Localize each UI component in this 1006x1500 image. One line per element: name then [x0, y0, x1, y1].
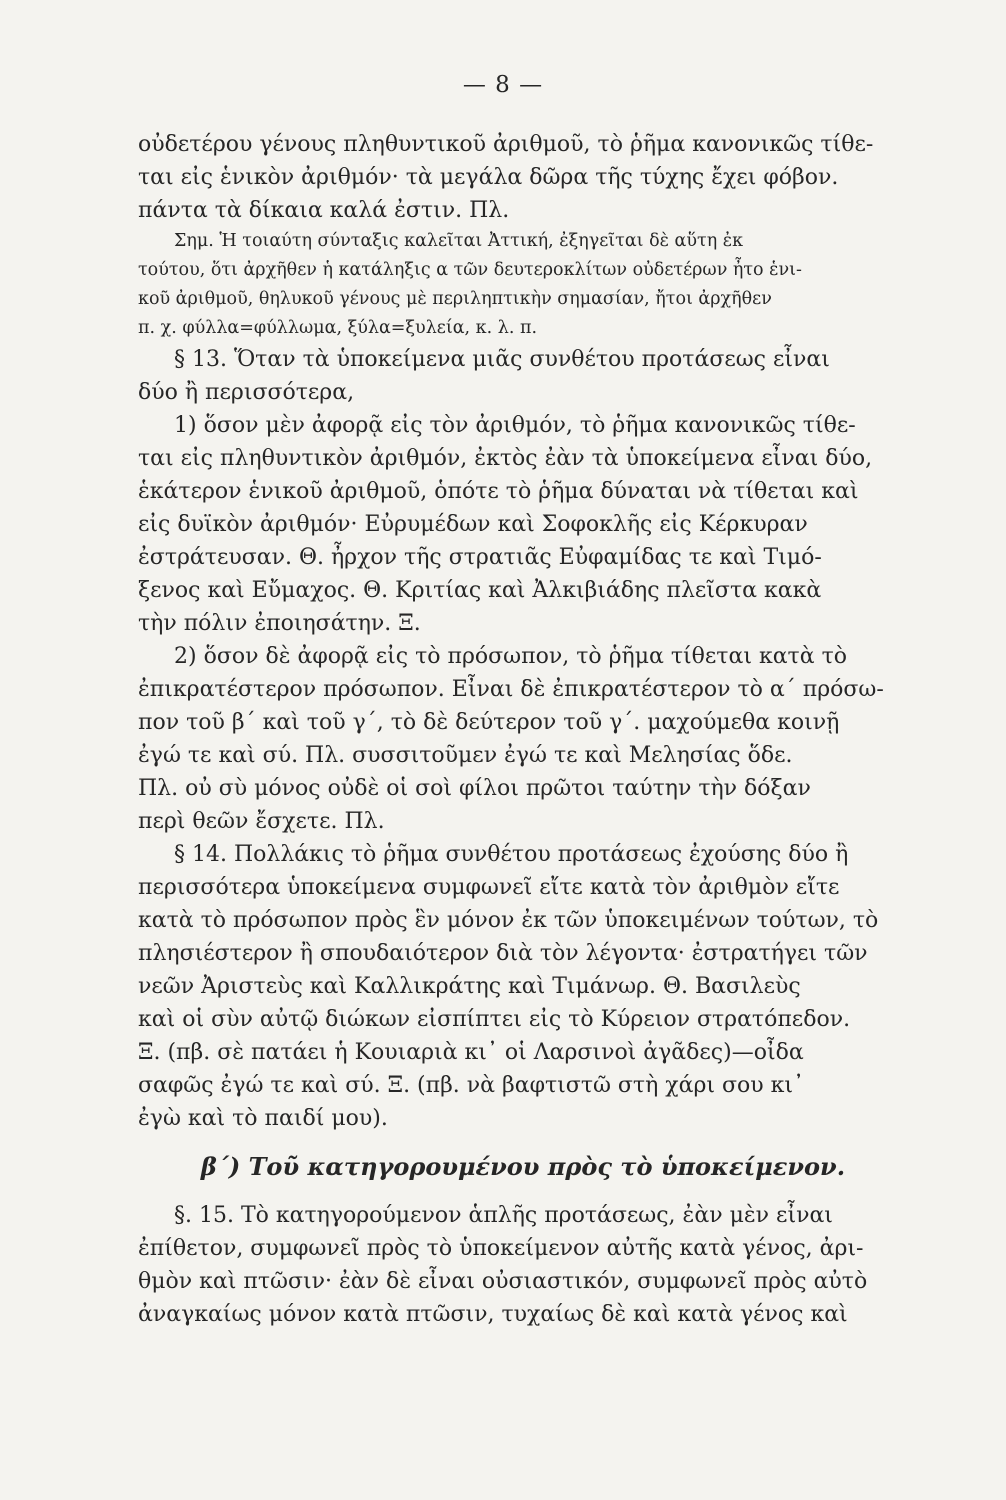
- text-line: ται εἰς ἑνικὸν ἀριθμόν· τὰ μεγάλα δῶρα τῆς τύχης ἔχει φόβον.: [138, 165, 839, 190]
- note-line: Σημ. Ἡ τοιαύτη σύνταξις καλεῖται Ἀττική, ἐξηγεῖται δὲ αὕτη ἐκ: [174, 231, 744, 251]
- section-13-line: πον τοῦ β΄ καὶ τοῦ γ΄, τὸ δὲ δεύτερον τοῦ γ΄. μαχούμεθα κοινῇ: [138, 710, 840, 735]
- section-13-line: εἰς δυϊκὸν ἀριθμόν· Εὐρυμέδων καὶ Σοφοκλῆς εἰς Κέρκυραν: [138, 512, 808, 537]
- section-15-line: ἐπίθετον, συμφωνεῖ πρὸς τὸ ὑποκείμενον αὐτῆς κατὰ γένος, ἀρι-: [138, 1236, 864, 1261]
- section-13-line: 2) ὅσον δὲ ἀφορᾷ εἰς τὸ πρόσωπον, τὸ ῥῆμα τίθεται κατὰ τὸ: [174, 644, 847, 669]
- section-15-line: θμὸν καὶ πτῶσιν· ἐὰν δὲ εἶναι οὐσιαστικόν, συμφωνεῖ πρὸς αὐτὸ: [138, 1269, 868, 1294]
- body-text: [138, 128, 908, 1331]
- section-14-line: Ξ. (πβ. σὲ πατάει ἡ Κουιαριὰ κι᾿ οἱ Λαρσινοὶ ἀγᾶδες)—οἶδα: [138, 1040, 804, 1065]
- section-14-line: σαφῶς ἐγώ τε καὶ σύ. Ξ. (πβ. νὰ βαφτιστῶ στὴ χάρι σου κι᾿: [138, 1073, 805, 1098]
- section-15-line: §. 15. Τὸ κατηγορούμενον ἁπλῆς προτάσεως, ἐὰν μὲν εἶναι: [174, 1203, 833, 1228]
- note-line: τούτου, ὅτι ἀρχῆθεν ἡ κατάληξις α τῶν δευτεροκλίτων οὐδετέρων ἦτο ἑνι-: [138, 260, 802, 280]
- section-14-line: ἐγὼ καὶ τὸ παιδί μου).: [138, 1106, 388, 1131]
- section-13-line: ἑκάτερον ἑνικοῦ ἀριθμοῦ, ὁπότε τὸ ῥῆμα δύναται νὰ τίθεται καὶ: [138, 479, 859, 504]
- section-14-line: νεῶν Ἀριστεὺς καὶ Καλλικράτης καὶ Τιμάνωρ. Θ. Βασιλεὺς: [138, 974, 801, 999]
- section-13-line: ται εἰς πληθυντικὸν ἀριθμόν, ἐκτὸς ἐὰν τὰ ὑποκείμενα εἶναι δύο,: [138, 446, 873, 471]
- section-13-line: ἐγώ τε καὶ σύ. Πλ. συσσιτοῦμεν ἐγώ τε καὶ Μελησίας ὅδε.: [138, 743, 793, 768]
- section-13-line: § 13. Ὅταν τὰ ὑποκείμενα μιᾶς συνθέτου προτάσεως εἶναι: [174, 347, 830, 372]
- text-line: πάντα τὰ δίκαια καλά ἐστιν. Πλ.: [138, 198, 510, 223]
- text-line: οὐδετέρου γένους πληθυντικοῦ ἀριθμοῦ, τὸ ῥῆμα κανονικῶς τίθε-: [138, 132, 874, 157]
- section-14-line: κατὰ τὸ πρόσωπον πρὸς ἓν μόνον ἐκ τῶν ὑποκειμένων τούτων, τὸ: [138, 908, 879, 933]
- section-14-line: § 14. Πολλάκις τὸ ῥῆμα συνθέτου προτάσεως ἐχούσης δύο ἢ: [174, 842, 849, 867]
- section-heading: β΄) Τοῦ κατηγορουμένου πρὸς τὸ ὑποκείμενον.: [200, 1152, 846, 1181]
- section-13-line: δύο ἢ περισσότερα,: [138, 380, 355, 405]
- note-line: κοῦ ἀριθμοῦ, θηλυκοῦ γένους μὲ περιληπτικὴν σημασίαν, ἤτοι ἀρχῆθεν: [138, 289, 772, 309]
- section-14-line: περισσότερα ὑποκείμενα συμφωνεῖ εἴτε κατὰ τὸν ἀριθμὸν εἴτε: [138, 875, 840, 900]
- section-13-line: περὶ θεῶν ἔσχετε. Πλ.: [138, 809, 385, 834]
- section-13-line: 1) ὅσον μὲν ἀφορᾷ εἰς τὸν ἀριθμόν, τὸ ῥῆμα κανονικῶς τίθε-: [174, 413, 856, 438]
- section-13-line: ἐστράτευσαν. Θ. ἦρχον τῆς στρατιᾶς Εὐφαμίδας τε καὶ Τιμό-: [138, 545, 822, 570]
- note-line: π. χ. φύλλα=φύλλωμα, ξύλα=ξυλεία, κ. λ. π.: [138, 318, 538, 338]
- section-14-line: πλησιέστερον ἢ σπουδαιότερον διὰ τὸν λέγοντα· ἐστρατήγει τῶν: [138, 941, 868, 966]
- note-block: [138, 227, 908, 343]
- section-13-line: ξενος καὶ Εὔμαχος. Θ. Κριτίας καὶ Ἀλκιβιάδης πλεῖστα κακὰ: [138, 578, 822, 603]
- section-13-line: ἐπικρατέστερον πρόσωπον. Εἶναι δὲ ἐπικρατέστερον τὸ α΄ πρόσω-: [138, 677, 884, 702]
- section-15-line: ἀναγκαίως μόνον κατὰ πτῶσιν, τυχαίως δὲ καὶ κατὰ γένος καὶ: [138, 1302, 848, 1327]
- section-14-line: καὶ οἱ σὺν αὐτῷ διώκων εἰσπίπτει εἰς τὸ Κύρειον στρατόπεδον.: [138, 1007, 851, 1032]
- section-13-line: Πλ. οὐ σὺ μόνος οὐδὲ οἱ σοὶ φίλοι πρῶτοι ταύτην τὴν δόξαν: [138, 776, 811, 801]
- page-number: — 8 —: [462, 72, 544, 98]
- section-13-line: τὴν πόλιν ἐποιησάτην. Ξ.: [138, 611, 421, 636]
